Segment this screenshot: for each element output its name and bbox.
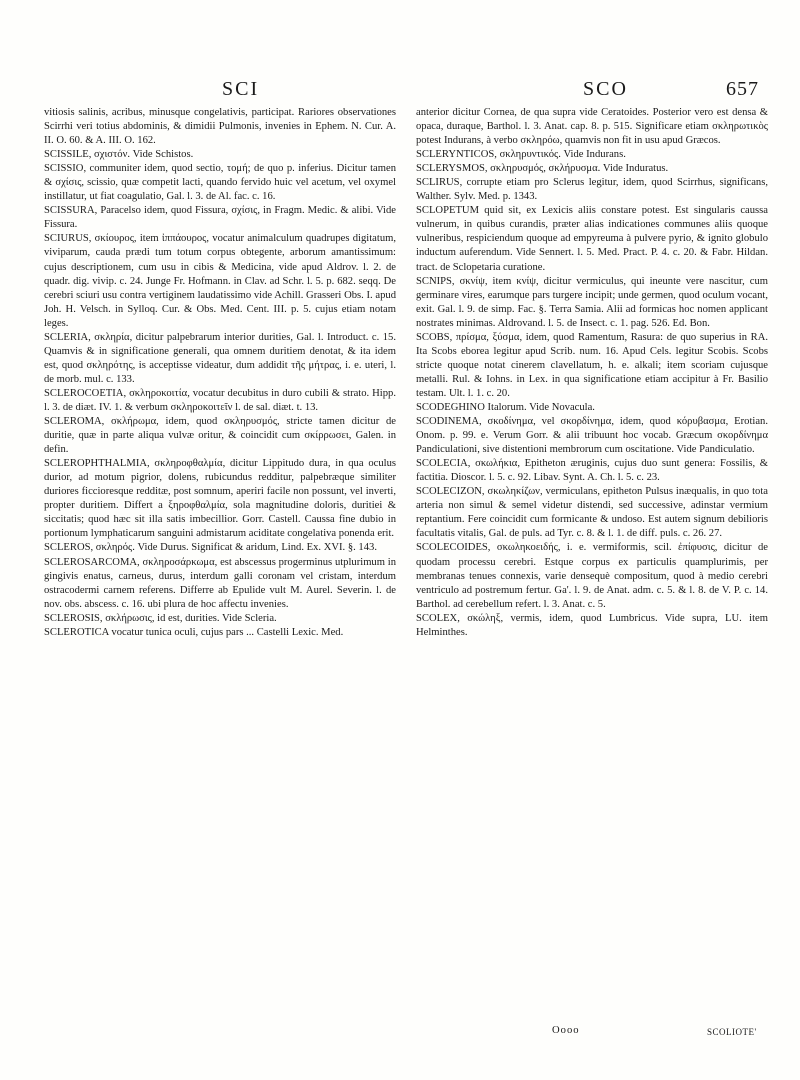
running-head-right: SCO bbox=[583, 78, 628, 100]
entry-scodeghino: SCODEGHINO Italorum. Vide Novacula. bbox=[416, 401, 595, 413]
entry-sclerosarcoma: SCLEROSARCOMA, σκληροσάρκωμα, est abscessus progerminus utplurimum in gingivis enatus, carneus, durus, interdum galli coronam vel cristam, interdum ostracodermi carnem referens. Differre ab Epulide vult M. Aurel. Severin. l. de nov. obs. abscess. c. 16. ubi plura de hoc affectu invenies. bbox=[44, 556, 396, 610]
entry-scirrhi-cont: vitiosis salinis, acribus, minusque congelativis, participat. Rariores observationes Scirrhi veri totius abdominis, & dimidii Pulmonis, invenies in Ephem. N. Cur. A. II. O. 60. & A. III. O. 162. bbox=[44, 107, 396, 147]
entry-sclerysmos: SCLERYSMOS, σκληρυσμός, σκλήρυσμα. Vide Induratus. bbox=[416, 163, 669, 175]
entry-sclerynticos: SCLERYNTICOS, σκληρυντικός. Vide Indurans. bbox=[416, 149, 626, 161]
page-number: 657 bbox=[726, 78, 759, 100]
entry-sclerotica: SCLEROTICA vocatur tunica oculi, cujus pars ... Castelli Lexic. Med. bbox=[44, 626, 344, 638]
running-head-left: SCI bbox=[222, 78, 260, 100]
entry-scleria: SCLERIA, σκληρία, dicitur palpebrarum interior durities, Gal. l. Introduct. c. 15. Quamvis & in significatione generali, qua omnem duritiem denotat, & ita idem est, quod σκληρότης, is acceptisse videatur, dum addidit τῆς μήτρας, i. e. uteri, l. de morb. mul. c. 133. bbox=[44, 331, 396, 385]
entry-scolex: SCOLEX, σκώληξ, vermis, idem, quod Lumbricus. Vide supra, LU. item Helminthes. bbox=[416, 612, 768, 638]
entry-sciurus: SCIURUS, σκίουρος, item ἰππάουρος, vocatur animalculum quadrupes digitatum, viviparum, cauda prædi tum totum corpus obtegente, arborum amantissimum: cujus descriptionem, cum usu in cibis & Medicina, vide apud Aldrov. l. 2. de quadr. dig. vivip. c. 24. Junge Fr. Hofmann. in Clav. ad Schr. l. 5. p. 682. seqq. De cerebri sciuri usu contra vertiginem laudatissimo vide Achill. Grasseri Obs. I. apud Joh. H. Velsch. in Sylloq. Cur. & Obs. Med. Cent. III. p. 5. cujus etiam notam leges. bbox=[44, 233, 396, 329]
entry-sclerocoetia: SCLEROCOETIA, σκληροκοιτία, vocatur decubitus in duro cubili & strato. Hipp. l. 3. de diæt. IV. 1. & verbum σκληροκοιτεῖν l. de sal. diæt. t. 13. bbox=[44, 387, 396, 413]
signature-mark: Oooo bbox=[552, 1025, 580, 1036]
entry-scissile: SCISSILE, σχιστόν. Vide Schistos. bbox=[44, 149, 194, 161]
entry-sclerosis: SCLEROSIS, σκλήρωσις, id est, durities. Vide Scleria. bbox=[44, 612, 277, 624]
entry-scolecoides: SCOLECOIDES, σκωληκοειδής, i. e. vermiformis, scil. ἐπίφυσις, dicitur de quodam processu cerebri. Estque corpus ex particulis quamplurimis, per membranas tenues connexis, varie densequè compositum, quod à medio cerebri ventriculo ad postremum fertur. Ga'. l. 9. de Anat. adm. c. 5. & l. 8. de V. P. c. 14. Barthol. ad cerebellum refert. l. 3. Anat. c. 5. bbox=[416, 542, 768, 610]
entry-scissio: SCISSIO, communiter idem, quod sectio, τομή; de quo p. inferius. Dicitur tamen & σχίσις, scissio, quæ competit lacti, quando fervido huic vel acetum, vel oxymel instillatur, ut fiat coagulatio, Gal. l. 3. de Al. fac. c. 16. bbox=[44, 163, 396, 203]
entry-sclerophthalmia: SCLEROPHTHALMIA, σκληροφθαλμία, dicitur Lippitudo dura, in qua oculus durior, ad motum pigrior, dolens, rubicundus redditur, palpebræque similiter duriores ficcioresque redditæ, post somnum, aperiri facile non possunt, vel inverti, propter duritiem. Differt a ξηροφθαλμία, sola magnitudine doloris, duritiei & siccitatis; quod hæc sit illa satis imbecillior. Gorr. Castell. Caussa fine dubio in portionum lymphaticarum sanguini admistarum aciditate congelativa ponenda erit. bbox=[44, 458, 396, 540]
entry-sclopetum: SCLOPETUM quid sit, ex Lexicis aliis constare potest. Est singularis caussa vulnerum, in quibus curandis, præter alias indicationes communes aliis quoque vulneribus, respiciendum quoque ad empyreuma à pulvere pyrio, & ignito globulo inductum auferendum. Vide Sennert. l. 5. Med. Pract. P. 4. c. 20. & Fabr. Hildan. tract. de Sclopetaria curatione. bbox=[416, 205, 768, 273]
entry-cornea-cont: anterior dicitur Cornea, de qua supra vide Ceratoides. Posterior vero est densa & opaca, duraque, Barthol. l. 3. Anat. cap. 8. p. 515. Significare etiam σκληρωτικὸς potest Indurans, à verbo σκληρόω, quamvis non fit in usu apud Græcos. bbox=[416, 107, 768, 147]
entry-scleros: SCLEROS, σκληρός. Vide Durus. Significat & aridum, Lind. Ex. XVI. §. 143. bbox=[44, 542, 377, 554]
entry-scobs: SCOBS, πρίσμα, ξύσμα, idem, quod Ramentum, Rasura: de quo superius in RA. Ita Scobs eborea legitur apud Scrib. num. 16. Apud Cels. legitur Scobis. Scobs stricte quoque notat cinerem clavellatum, h. e. alkali; item scoriam cujusque metalli. Rul. & Iohns. in Lex. in qua significatione etiam accipitur à Fr. Basilio testam. Ult. l. 1. c. 20. bbox=[416, 331, 768, 399]
entry-scodinema: SCODINEMA, σκοδίνημα, vel σκορδίνημα, idem, quod κόρυβασμα, Erotian. Onom. p. 99. e. Verum Gorr. & alii tribuunt hoc vocab. Græcum σκορδίνημα Pandiculationi, sive distentioni membrorum cum oscitatione. Vide Pandiculatio. bbox=[416, 416, 768, 456]
entry-scleroma: SCLEROMA, σκλήρωμα, idem, quod σκληρυσμός, stricte tamen dicitur de duritie, quæ in parte aliqua vulvæ oritur, & coincidit cum σκίρρωσει, Galen. in defin. bbox=[44, 416, 396, 456]
entry-scolecizon: SCOLECIZON, σκωληκίζων, vermiculans, epitheton Pulsus inæqualis, in quo tota arteria non simul & semel videtur distendi, sed successive, adinstar vermium reptantium. Fere coincidit cum formicante & undoso. Est autem signum debilioris facultatis vitalis, Gal. de puls. ad Tyr. c. 8. & l. 1. de diff. puls. c. 26. 27. bbox=[416, 486, 768, 540]
entry-scolecia: SCOLECIA, σκωλήκια, Epitheton æruginis, cujus duo sunt genera: Fossilis, & factitia. Dioscor. l. 5. c. 92. Libav. Synt. A. Ch. l. 5. c. 23. bbox=[416, 458, 768, 484]
catchword: SCOLIOTE' bbox=[707, 1027, 757, 1037]
entry-scissura: SCISSURA, Paracelso idem, quod Fissura, σχίσις, in Fragm. Medic. & alibi. Vide Fissura. bbox=[44, 205, 396, 231]
entry-sclirus: SCLIRUS, corrupte etiam pro Sclerus legitur, idem, quod Scirrhus, significans, Walther. Sylv. Med. p. 1343. bbox=[416, 177, 768, 203]
left-column bbox=[44, 106, 396, 640]
right-column bbox=[416, 106, 768, 640]
entry-scnips: SCNIPS, σκνίψ, item κνίψ, dicitur vermiculus, qui ineunte vere nascitur, cum germinare vires, earumque pars turgere incipit; unde germen, quod oculum vocant, exit. Gal. l. 9. de simp. Fac. §. Terra Samia. Alii ad formicas hoc nomen applicant nostrates minimas. Aldrovand. l. 5. de Insect. c. 1. pag. 526. Ed. Bon. bbox=[416, 275, 768, 329]
